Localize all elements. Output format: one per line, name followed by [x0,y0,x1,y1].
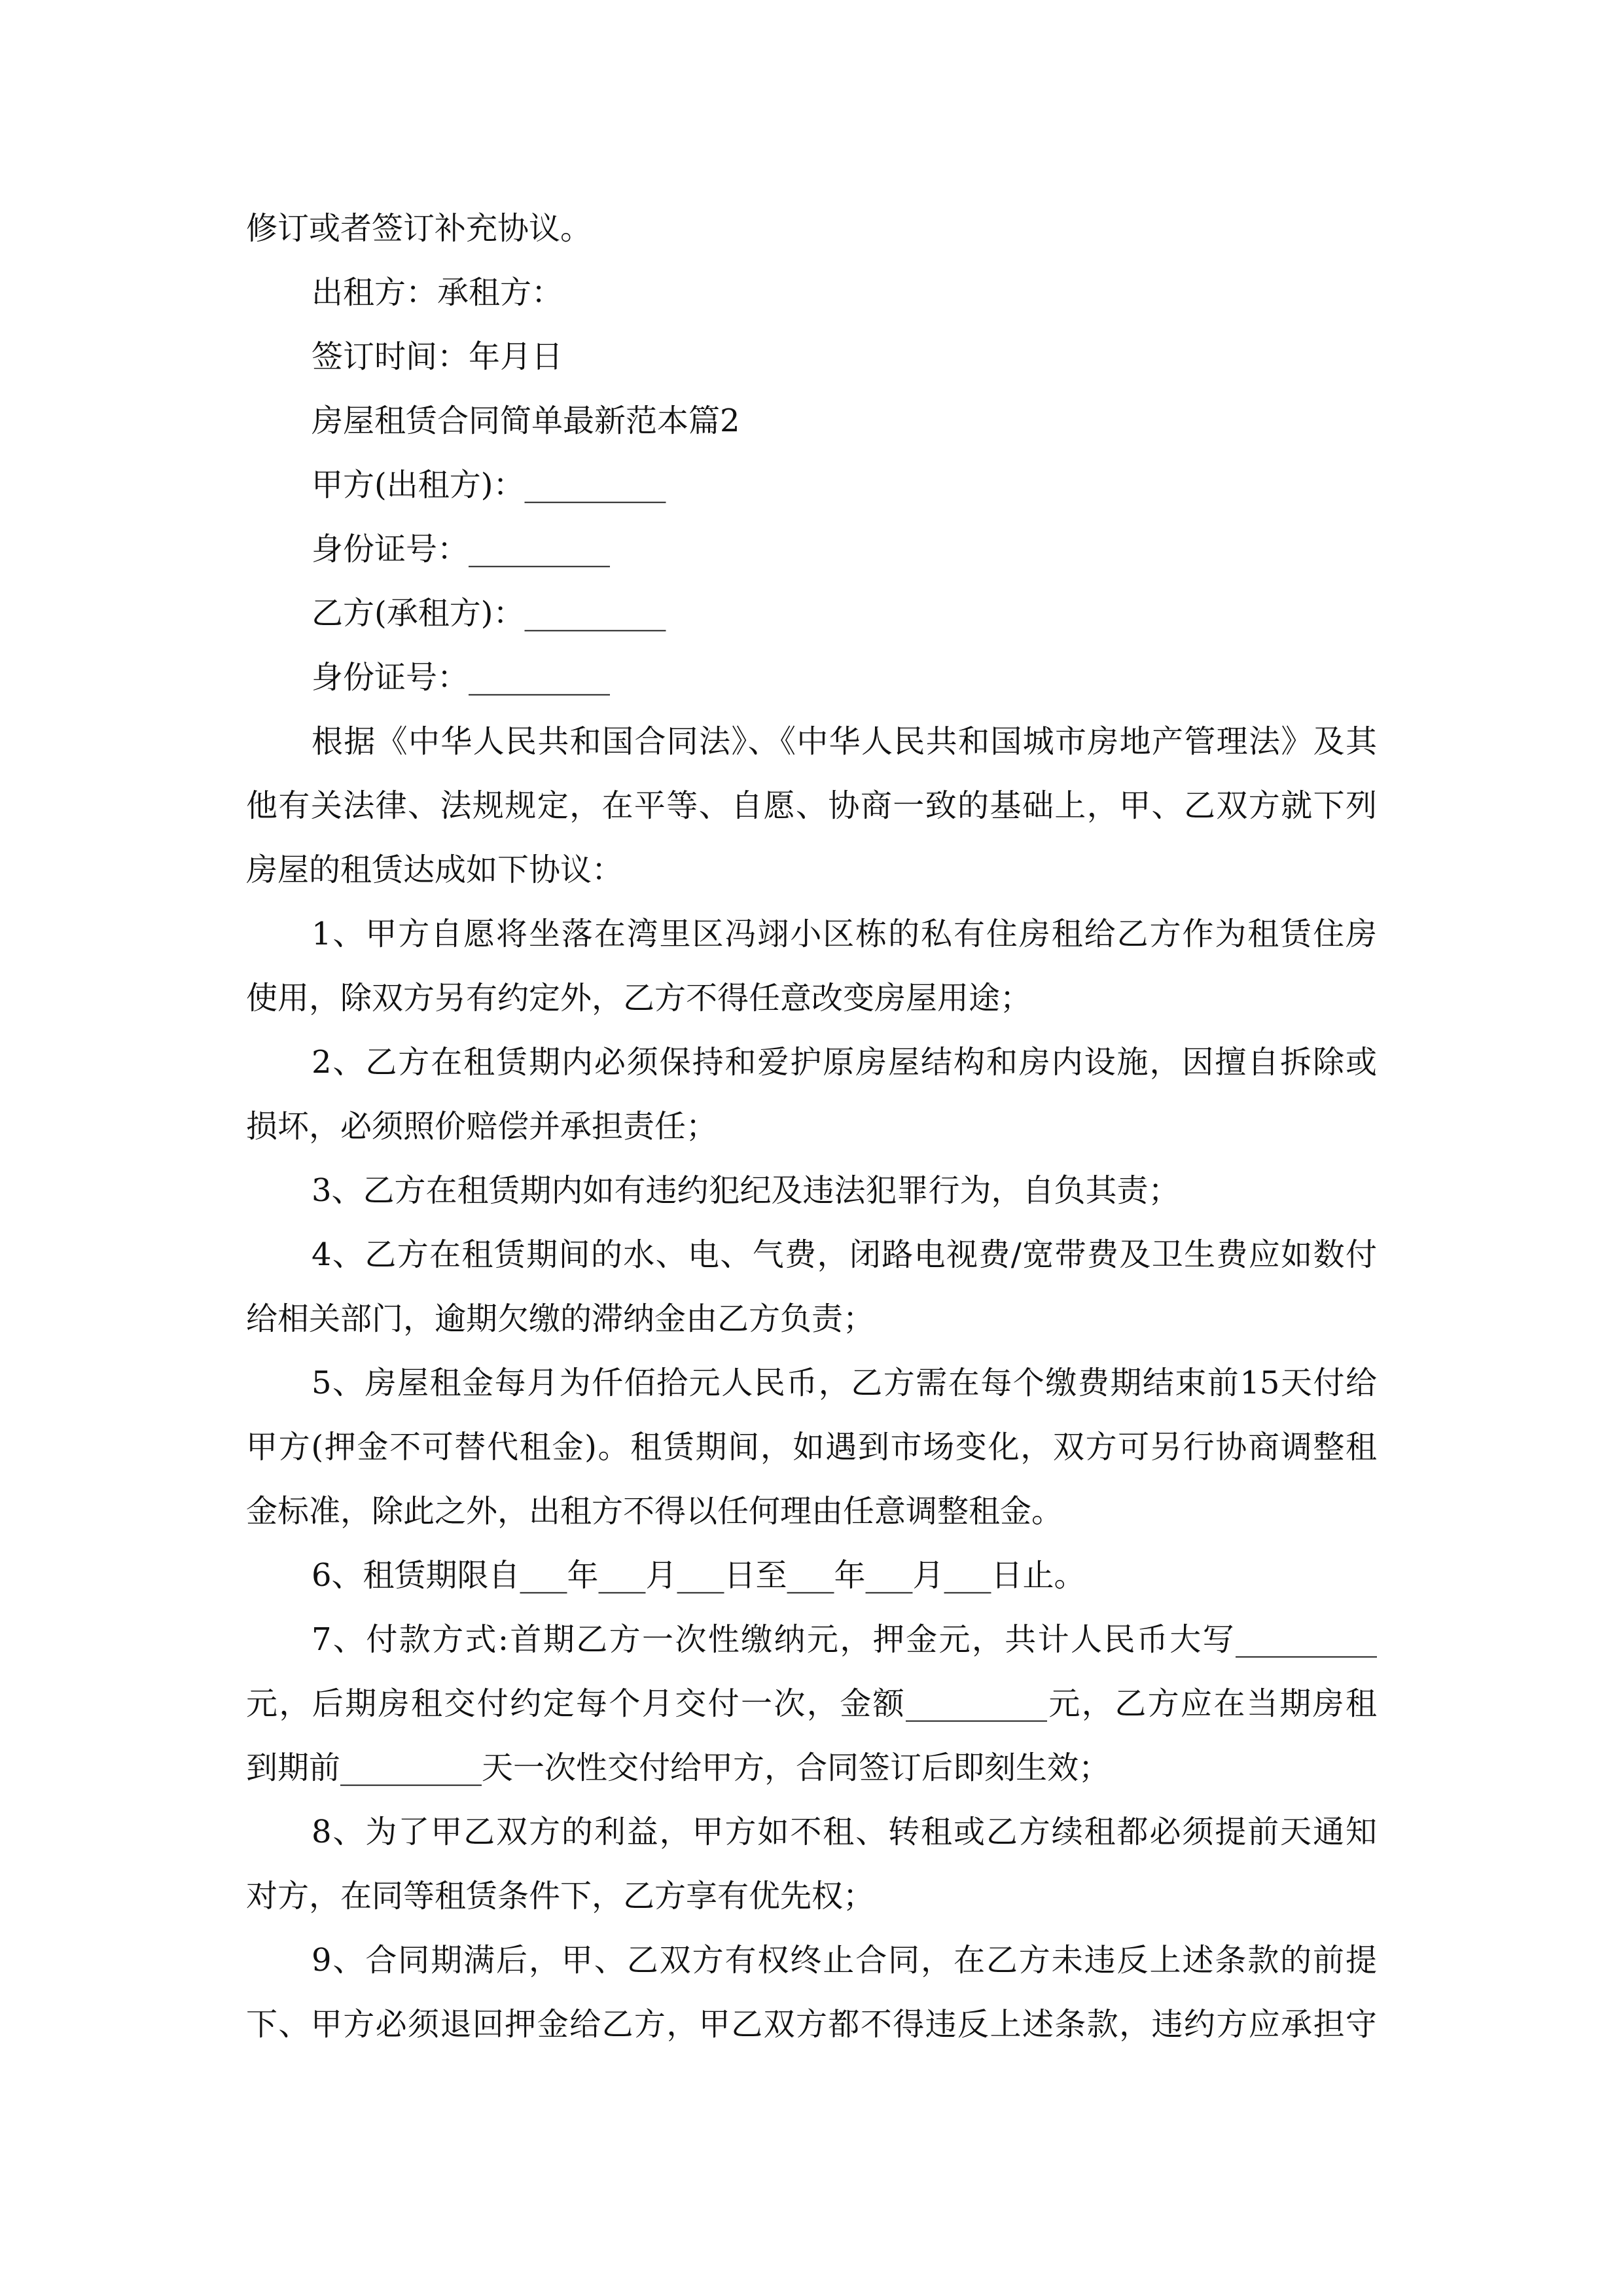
text-line: 7、付款方式:首期乙方一次性缴纳元，押金元，共计人民币大写_________ [312,1621,1377,1658]
text-line: 签订时间：年月日 [312,338,563,375]
text-line: 甲方(押金不可替代租金)。租赁期间，如遇到市场变化，双方可另行协商调整租 [246,1429,1377,1465]
text-line: 修订或者签订补充协议。 [246,210,592,247]
text-line: 4、乙方在租赁期间的水、电、气费，闭路电视费/宽带费及卫生费应如数付 [312,1236,1377,1273]
text-line: 甲方(出租方)：_________ [312,467,666,503]
text-line: 给相关部门，逾期欠缴的滞纳金由乙方负责； [246,1300,875,1337]
text-line: 乙方(承租方)：_________ [312,595,666,632]
text-line: 出租方：承租方： [312,274,563,311]
text-line: 金标准，除此之外，出租方不得以任何理由任意调整租金。 [246,1493,1063,1530]
text-line: 下、甲方必须退回押金给乙方，甲乙双方都不得违反上述条款，违约方应承担守 [246,2006,1377,2043]
text-line: 身份证号：_________ [312,659,611,696]
text-line: 6、租赁期限自___年___月___日至___年___月___日止。 [312,1557,1086,1594]
text-line: 使用，除双方另有约定外，乙方不得任意改变房屋用途； [246,980,1032,1016]
text-line: 1、甲方自愿将坐落在湾里区冯翊小区栋的私有住房租给乙方作为租赁住房 [312,916,1377,952]
text-line: 到期前_________天一次性交付给甲方，合同签订后即刻生效； [246,1749,1111,1786]
text-line: 9、合同期满后，甲、乙双方有权终止合同，在乙方未违反上述条款的前提 [312,1942,1377,1979]
text-line: 3、乙方在租赁期内如有违约犯纪及违法犯罪行为，自负其责； [312,1172,1180,1209]
text-line: 房屋租赁合同简单最新范本篇2 [312,403,740,439]
text-line: 5、房屋租金每月为仟佰拾元人民币，乙方需在每个缴费期结束前15天付给 [312,1365,1377,1401]
text-line: 元，后期房租交付约定每个月交付一次，金额_________元，乙方应在当期房租 [246,1685,1377,1722]
text-line: 他有关法律、法规规定，在平等、自愿、协商一致的基础上，甲、乙双方就下列 [246,787,1377,824]
text-line: 根据《中华人民共和国合同法》、《中华人民共和国城市房地产管理法》及其 [312,723,1377,760]
document-body [246,196,1377,2056]
text-line: 房屋的租赁达成如下协议： [246,852,624,888]
text-line: 损坏，必须照价赔偿并承担责任； [246,1108,718,1145]
text-line: 对方，在同等租赁条件下，乙方享有优先权； [246,1878,875,1914]
text-line: 2、乙方在租赁期内必须保持和爱护原房屋结构和房内设施，因擅自拆除或 [312,1044,1377,1081]
text-line: 8、为了甲乙双方的利益，甲方如不租、转租或乙方续租都必须提前天通知 [312,1814,1377,1850]
text-line: 身份证号：_________ [312,531,611,567]
